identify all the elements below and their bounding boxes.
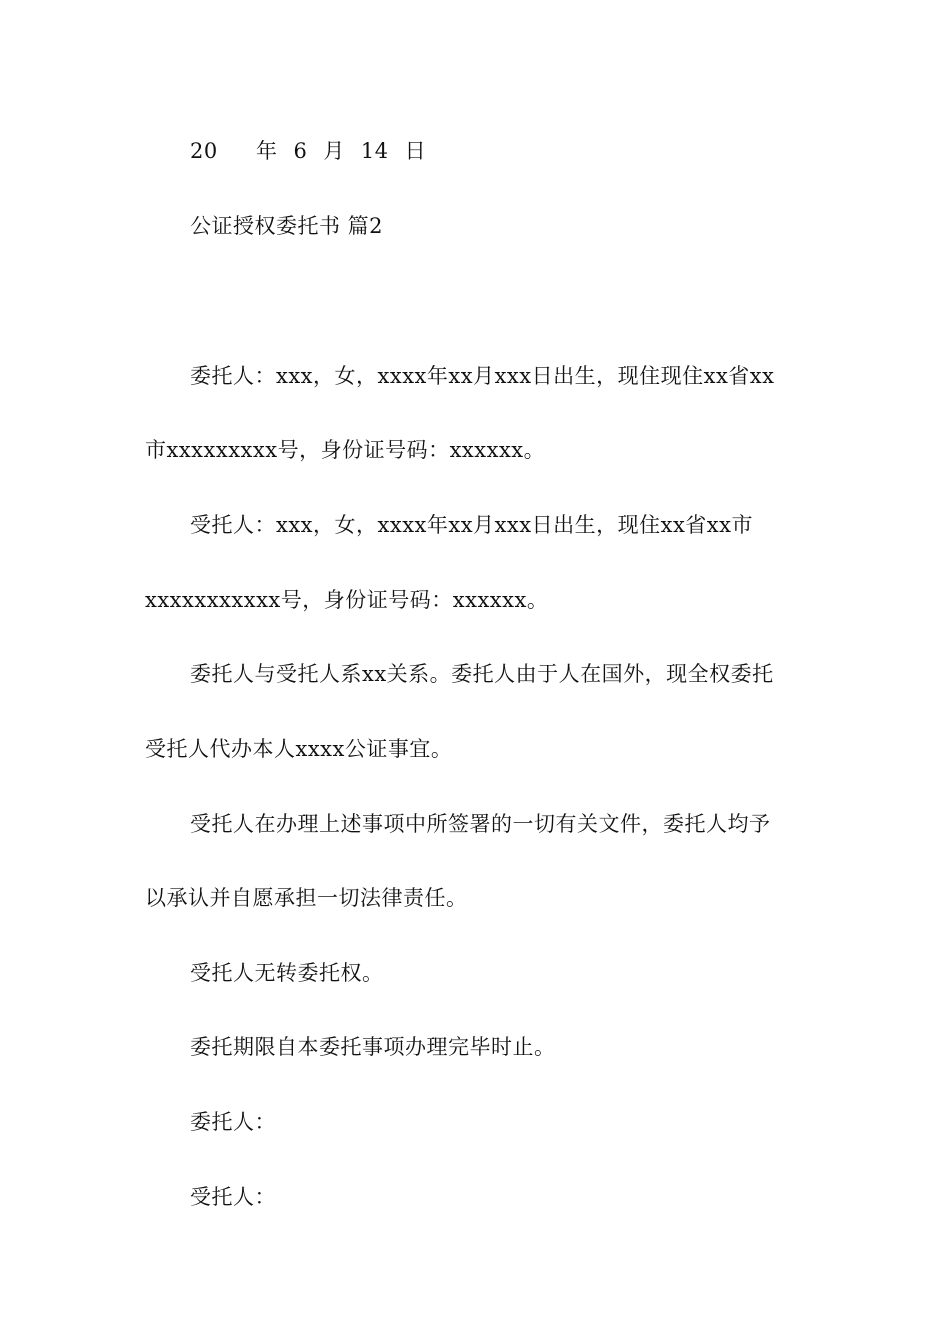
relationship-paragraph-line2: 受托人代办本人xxxx公证事宜。: [145, 737, 453, 761]
relationship-paragraph-line1: 委托人与受托人系xx关系。委托人由于人在国外，现全权委托: [190, 662, 774, 686]
principal-paragraph-line1: 委托人：xxx，女，xxxx年xx月xxx日出生，现住现住xx省xx: [190, 364, 775, 388]
agent-paragraph-line2: xxxxxxxxxxx号，身份证号码：xxxxxx。: [145, 588, 549, 612]
date-line: [190, 137, 426, 165]
term-paragraph: 委托期限自本委托事项办理完毕时止。: [190, 1035, 556, 1059]
agent-paragraph-line1: 受托人：xxx，女，xxxx年xx月xxx日出生，现住xx省xx市: [190, 513, 753, 537]
agent-signature-label: 受托人：: [190, 1185, 276, 1209]
section-title: 公证授权委托书 篇2: [190, 214, 384, 238]
date-month: 6: [293, 139, 308, 163]
date-day-word: 日: [404, 139, 427, 163]
date-day: 14: [360, 139, 389, 163]
principal-paragraph-line2: 市xxxxxxxxx号，身份证号码：xxxxxx。: [145, 438, 546, 462]
no-subdelegation-paragraph: 受托人无转委托权。: [190, 961, 384, 985]
acknowledgement-paragraph-line1: 受托人在办理上述事项中所签署的一切有关文件，委托人均予: [190, 812, 771, 836]
acknowledgement-paragraph-line2: 以承认并自愿承担一切法律责任。: [145, 886, 468, 910]
date-year-word: 年: [256, 139, 278, 163]
principal-signature-label: 委托人：: [190, 1110, 276, 1134]
date-year-prefix: 20: [190, 139, 218, 163]
date-month-word: 月: [323, 139, 345, 163]
